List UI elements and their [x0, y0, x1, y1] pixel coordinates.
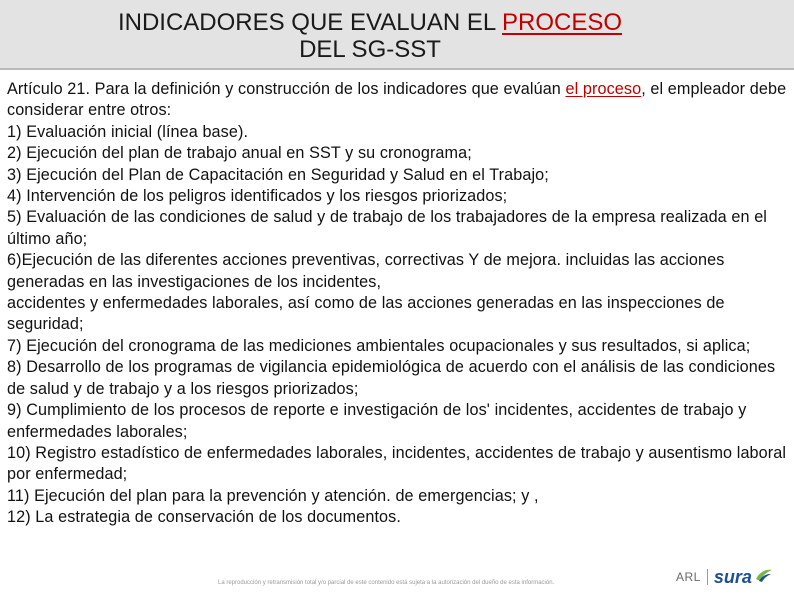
title-line-2: DEL SG-SST — [299, 36, 441, 63]
logo-divider — [707, 569, 708, 585]
list-item: 10) Registro estadístico de enfermedades laborales, incidentes, accidentes de trabajo y ausentismo laboral por enfermedad; — [7, 443, 787, 484]
list-item: 12) La estrategia de conservación de los documentos. — [7, 508, 401, 527]
intro-text-end: , el empleador debe considerar entre otros: — [7, 80, 787, 120]
list-item: 11) Ejecución del plan para la prevención y atención. de emergencias; y , — [7, 486, 539, 505]
article-intro — [7, 79, 789, 122]
list-item: 2) Ejecución del plan de trabajo anual en SST y su cronograma; — [7, 144, 472, 163]
title-highlight: PROCESO — [502, 9, 623, 36]
list-item: 9) Cumplimiento de los procesos de reporte e investigación de los' incidentes, accidentes de trabajo y enfermedades laborales; — [7, 401, 747, 441]
list-item: accidentes y enfermedades laborales, así como de las acciones generadas en las inspecciones de seguridad; — [7, 294, 725, 334]
list-item: 1) Evaluación inicial (línea base). — [7, 122, 249, 141]
list-item: 3) Ejecución del Plan de Capacitación en Seguridad y Salud en el Trabajo; — [7, 165, 549, 184]
logo-brand-text: sura — [713, 566, 752, 587]
arl-sura-logo — [676, 566, 773, 588]
page-title — [0, 9, 740, 63]
list-item: 7) Ejecución del cronograma de las mediciones ambientales ocupacionales y sus resultados, si aplica; — [7, 336, 751, 355]
list-item: 6)Ejecución de las diferentes acciones preventivas, correctivas Y de mejora. incluidas las acciones generadas en las investigaciones de los incidentes, — [7, 251, 725, 291]
title-bar — [0, 0, 794, 70]
intro-highlight: el proceso — [565, 80, 642, 98]
article-body — [7, 79, 789, 529]
list-item: 5) Evaluación de las condiciones de salud y de trabajo de los trabajadores de la empresa realizada en el último año; — [7, 208, 767, 248]
copyright-notice: La reproducción y retransmisión total y/o parcial de este contenido está sujeta a la autorización del dueño de esta información. — [218, 580, 555, 586]
title-text: INDICADORES QUE EVALUAN EL — [117, 9, 503, 36]
logo-arl-text: ARL — [676, 570, 701, 584]
list-item: 8) Desarrollo de los programas de vigilancia epidemiológica de acuerdo con el análisis de las condiciones de salud y de trabajo y a los riesgos priorizados; — [7, 358, 776, 398]
sura-swoosh-icon — [755, 567, 773, 588]
list-item: 4) Intervención de los peligros identificados y los riesgos priorizados; — [7, 187, 508, 206]
intro-text: Artículo 21. Para la definición y construcción de los indicadores que evalúan — [7, 80, 566, 98]
